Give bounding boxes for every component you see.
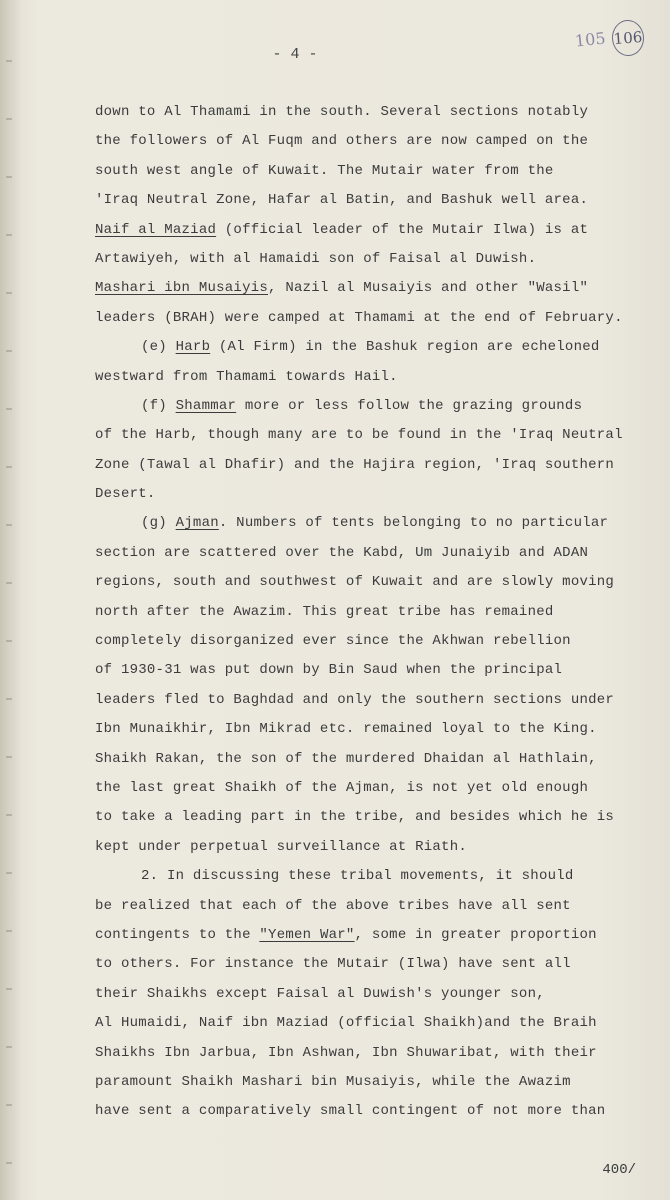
text-line (95, 803, 665, 832)
text-segment: (e) (141, 339, 176, 356)
text-segment: leaders fled to Baghdad and only the southern sections under (95, 691, 615, 708)
text-segment: , some in greater proportion (354, 926, 597, 943)
text-line (95, 892, 665, 921)
text-line (95, 862, 665, 891)
text-segment: the last great Shaikh of the Ajman, is not yet old enough (95, 779, 589, 796)
text-segment: north after the Awazim. This great tribe has remained (95, 603, 554, 620)
underlined-name: "Yemen War" (259, 926, 355, 943)
text-line (95, 245, 665, 274)
text-segment: Desert. (95, 486, 156, 503)
text-segment: more or less follow the grazing grounds (236, 397, 583, 414)
text-segment: westward from Thamami towards Hail. (95, 368, 398, 385)
text-line (95, 627, 665, 656)
text-line (95, 1068, 665, 1097)
text-line (95, 216, 665, 245)
binding-tick (6, 118, 12, 120)
text-segment: have sent a comparatively small contingent of not more than (95, 1103, 606, 1120)
text-line (95, 745, 665, 774)
text-line (95, 392, 665, 421)
text-segment: section are scattered over the Kabd, Um Junaiyib and ADAN (95, 544, 589, 561)
text-segment: to others. For instance the Mutair (Ilwa) have sent all (95, 956, 571, 973)
text-line (95, 833, 665, 862)
text-segment: be realized that each of the above tribes have all sent (95, 897, 571, 914)
text-line (95, 774, 665, 803)
text-line (95, 304, 665, 333)
text-line (95, 686, 665, 715)
text-line (95, 950, 665, 979)
binding-tick (6, 872, 12, 874)
text-line (95, 980, 665, 1009)
binding-tick (6, 640, 12, 642)
text-segment: completely disorganized ever since the Akhwan rebellion (95, 633, 571, 650)
text-segment: of the Harb, though many are to be found in the 'Iraq Neutral (95, 427, 623, 444)
text-segment: kept under perpetual surveillance at Riath. (95, 838, 468, 855)
binding-tick (6, 524, 12, 526)
text-segment: regions, south and southwest of Kuwait and are slowly moving (95, 574, 615, 591)
folio-number-circled: 106 (611, 19, 645, 57)
text-line (95, 480, 665, 509)
text-line (95, 598, 665, 627)
binding-tick (6, 292, 12, 294)
text-segment: their Shaikhs except Faisal al Duwish's younger son, (95, 985, 545, 1002)
text-segment: Artawiyeh, with al Hamaidi son of Faisal al Duwish. (95, 250, 537, 267)
text-line (95, 157, 665, 186)
text-segment: the followers of Al Fuqm and others are now camped on the (95, 133, 589, 150)
binding-tick (6, 408, 12, 410)
text-segment: 'Iraq Neutral Zone, Hafar al Batin, and Bashuk well area. (95, 192, 589, 209)
text-line (95, 539, 665, 568)
binding-tick (6, 814, 12, 816)
page-number: - 4 - (272, 46, 318, 63)
text-segment: to take a leading part in the tribe, and besides which he is (95, 809, 615, 826)
text-segment: Shaikh Rakan, the son of the murdered Dhaidan al Hathlain, (95, 750, 597, 767)
text-line (95, 1039, 665, 1068)
binding-tick (6, 1104, 12, 1106)
underlined-name: Naif al Maziad (95, 221, 217, 238)
binding-tick (6, 466, 12, 468)
text-line (95, 568, 665, 597)
text-segment: . Numbers of tents belonging to no particular (218, 515, 609, 532)
binding-tick (6, 176, 12, 178)
text-line (95, 274, 665, 303)
underlined-name: Ajman (175, 515, 219, 532)
text-segment: , Nazil al Musaiyis and other "Wasil" (268, 280, 589, 297)
page-binding-edge (0, 0, 22, 1200)
binding-tick (6, 1162, 12, 1164)
text-segment: 2. In discussing these tribal movements, it should (141, 868, 574, 885)
text-line (95, 1097, 665, 1126)
binding-tick (6, 930, 12, 932)
binding-tick (6, 1046, 12, 1048)
folio-number-old: 105 (574, 28, 607, 51)
binding-tick (6, 582, 12, 584)
text-line (95, 363, 665, 392)
underlined-name: Mashari ibn Musaiyis (95, 280, 269, 297)
binding-tick (6, 234, 12, 236)
text-line (95, 509, 665, 538)
binding-tick (6, 756, 12, 758)
text-segment: Ibn Munaikhir, Ibn Mikrad etc. remained loyal to the King. (95, 721, 597, 738)
catchword: 400/ (602, 1162, 636, 1178)
binding-tick (6, 698, 12, 700)
text-line (95, 421, 665, 450)
text-segment: leaders (BRAH) were camped at Thamami at the end of February. (95, 309, 623, 326)
text-segment: south west angle of Kuwait. The Mutair water from the (95, 162, 554, 179)
text-segment: (official leader of the Mutair Ilwa) is at (216, 221, 589, 238)
text-segment: (Al Firm) in the Bashuk region are echeloned (210, 339, 600, 356)
text-line (95, 715, 665, 744)
text-segment: paramount Shaikh Mashari bin Musaiyis, while the Awazim (95, 1073, 571, 1090)
binding-tick (6, 988, 12, 990)
text-segment: Al Humaidi, Naif ibn Maziad (official Shaikh)and the Braih (95, 1015, 597, 1032)
text-segment: (g) (141, 515, 176, 532)
text-line (95, 127, 665, 156)
underlined-name: Shammar (175, 397, 237, 414)
text-segment: of 1930-31 was put down by Bin Saud when the principal (95, 662, 563, 679)
underlined-name: Harb (175, 339, 211, 356)
typed-body-text (95, 98, 665, 1127)
text-line (95, 921, 665, 950)
text-segment: down to Al Thamami in the south. Several sections notably (95, 104, 589, 120)
text-line (95, 451, 665, 480)
text-line (95, 186, 665, 215)
text-segment: (f) (141, 397, 176, 414)
binding-tick (6, 350, 12, 352)
text-segment: Shaikhs Ibn Jarbua, Ibn Ashwan, Ibn Shuwaribat, with their (95, 1044, 597, 1061)
text-segment: contingents to the (95, 926, 260, 943)
text-line (95, 656, 665, 685)
text-line (95, 1009, 665, 1038)
text-segment: Zone (Tawal al Dhafir) and the Hajira region, 'Iraq southern (95, 456, 615, 473)
text-line (95, 98, 665, 127)
text-line (95, 333, 665, 362)
